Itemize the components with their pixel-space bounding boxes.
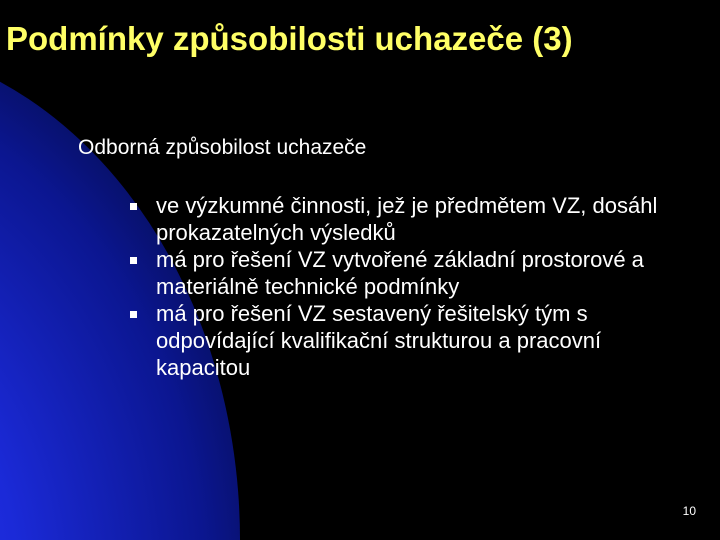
square-bullet-icon <box>130 311 137 318</box>
bullet-text: ve výzkumné činnosti, jež je předmětem VZ, dosáhl prokazatelných výsledků <box>156 193 658 245</box>
bullet-text: má pro řešení VZ vytvořené základní prostorové a materiálně technické podmínky <box>156 247 644 299</box>
slide-subtitle: Odborná způsobilost uchazeče <box>78 136 367 159</box>
bullet-text: má pro řešení VZ sestavený řešitelský tým s odpovídající kvalifikační strukturou a pracovní kapacitou <box>156 301 602 380</box>
page-number: 10 <box>682 504 696 518</box>
slide-title: Podmínky způsobilosti uchazeče (3) <box>6 20 573 57</box>
bullet-item <box>130 246 690 300</box>
bullet-item <box>130 300 690 381</box>
square-bullet-icon <box>130 203 137 210</box>
bullet-list <box>130 192 690 381</box>
bullet-item <box>130 192 690 246</box>
square-bullet-icon <box>130 257 137 264</box>
